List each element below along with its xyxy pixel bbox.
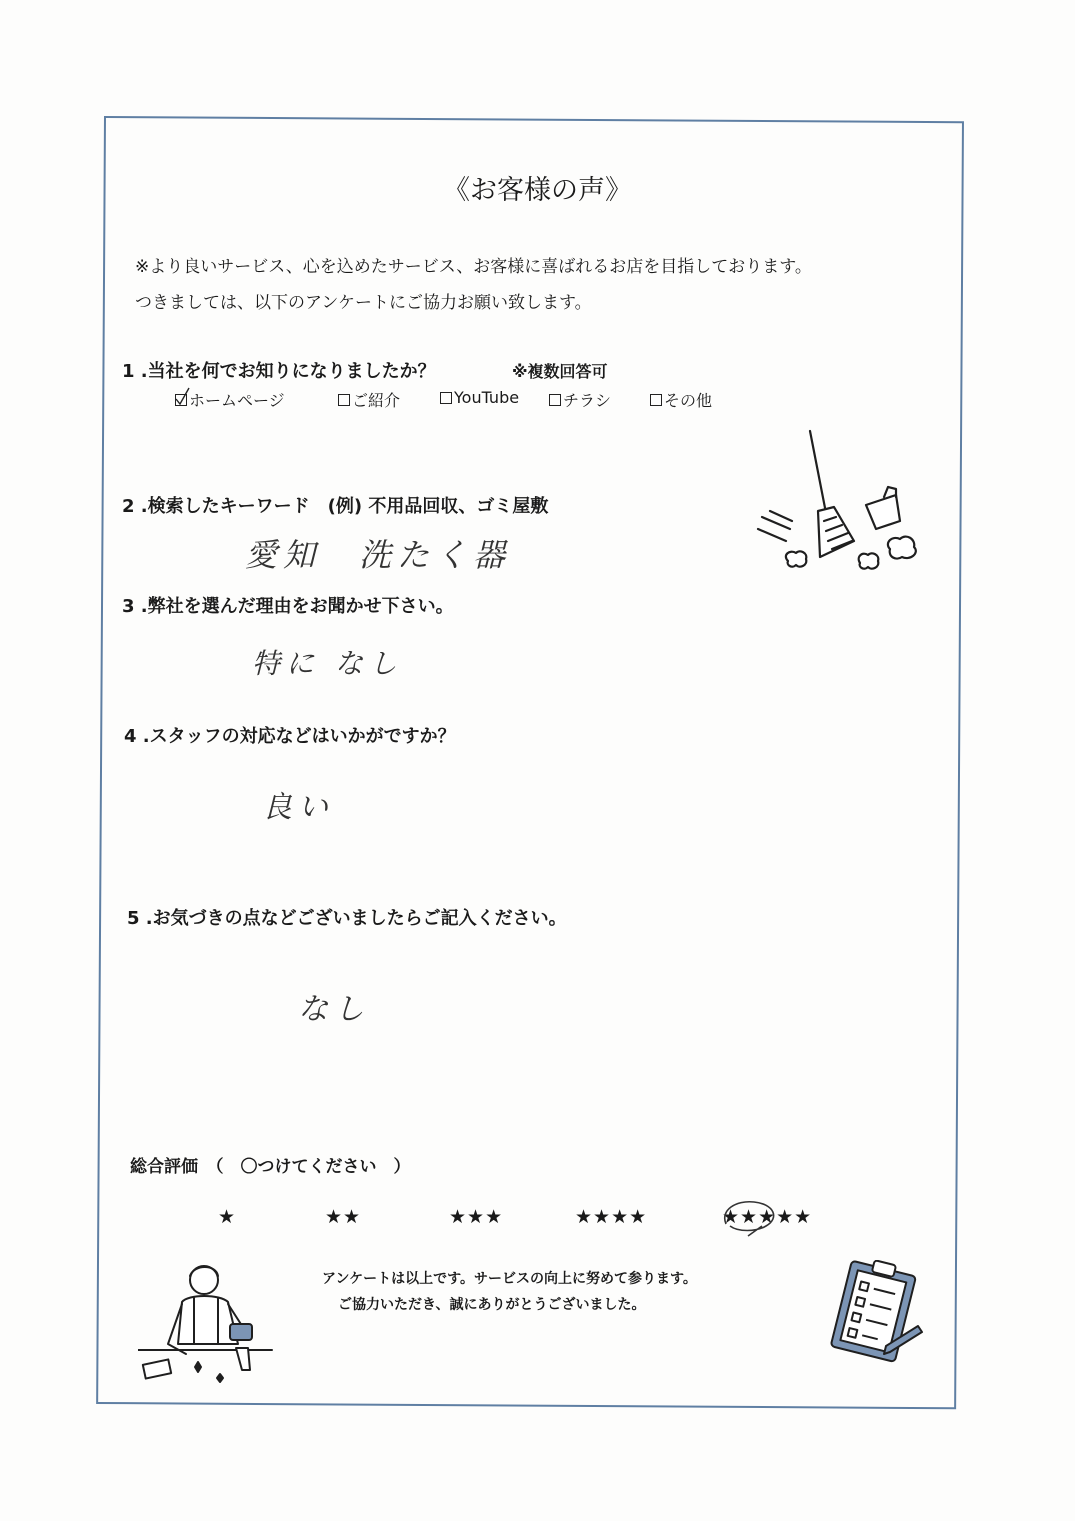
selection-circle-icon — [718, 1196, 784, 1238]
option-youtube[interactable] — [440, 388, 519, 407]
option-label: YouTube — [454, 388, 520, 407]
rating-label: 総合評価 （ 〇つけてください ） — [130, 1157, 411, 1177]
option-flyer[interactable] — [549, 388, 611, 411]
question-3-label: 3 .弊社を選んだ理由をお聞かせ下さい。 — [122, 596, 454, 617]
option-referral[interactable] — [338, 388, 400, 411]
question-2-label: 2 .検索したキーワード (例) 不用品回収、ゴミ屋敷 — [122, 496, 549, 517]
checkbox-checked-icon[interactable] — [175, 394, 187, 406]
rating-option-4[interactable]: ★★★★ — [575, 1206, 648, 1228]
checkbox-icon[interactable] — [650, 394, 662, 406]
option-label: ご紹介 — [352, 391, 401, 410]
rating-option-5[interactable]: ★★★★★ — [722, 1206, 813, 1228]
question-4-answer[interactable]: 良い — [262, 790, 334, 825]
option-label: その他 — [664, 391, 713, 410]
thanks-line-2: ご協力いただき、誠にありがとうございました。 — [338, 1297, 646, 1313]
checkbox-icon[interactable] — [440, 392, 452, 404]
question-1-label: 1 .当社を何でお知りになりましたか？ — [122, 361, 436, 382]
cleaning-worker-icon — [138, 1258, 278, 1388]
clipboard-checklist-icon — [826, 1260, 926, 1366]
page-title: 《お客様の声》 — [443, 175, 632, 206]
question-4-label: 4 .スタッフの対応などはいかがですか？ — [124, 726, 456, 747]
question-5-answer[interactable]: なし — [298, 992, 370, 1027]
checkbox-icon[interactable] — [549, 394, 561, 406]
question-5-label: 5 .お気づきの点などございましたらご記入ください。 — [127, 908, 567, 929]
checkbox-icon[interactable] — [338, 394, 350, 406]
intro-line-1: ※より良いサービス、心を込めたサービス、お客様に喜ばれるお店を目指しております。 — [135, 257, 812, 277]
rating-option-3[interactable]: ★★★ — [449, 1206, 504, 1228]
rating-option-2[interactable]: ★★ — [325, 1206, 362, 1228]
rating-option-1[interactable]: ★ — [218, 1206, 237, 1228]
option-label: チラシ — [563, 391, 612, 410]
thanks-line-1: アンケートは以上です。サービスの向上に努めて参ります。 — [322, 1271, 697, 1287]
question-2-answer[interactable]: 愛知 洗たく器 — [245, 536, 512, 574]
option-label: ホームページ — [189, 391, 285, 410]
broom-dustpan-icon — [750, 425, 925, 580]
question-1-note: ※複数回答可 — [512, 362, 608, 381]
option-other[interactable] — [650, 388, 712, 411]
intro-line-2: つきましては、以下のアンケートにご協力お願い致します。 — [135, 293, 592, 313]
option-homepage[interactable] — [175, 388, 285, 411]
question-3-answer[interactable]: 特に なし — [252, 647, 403, 680]
